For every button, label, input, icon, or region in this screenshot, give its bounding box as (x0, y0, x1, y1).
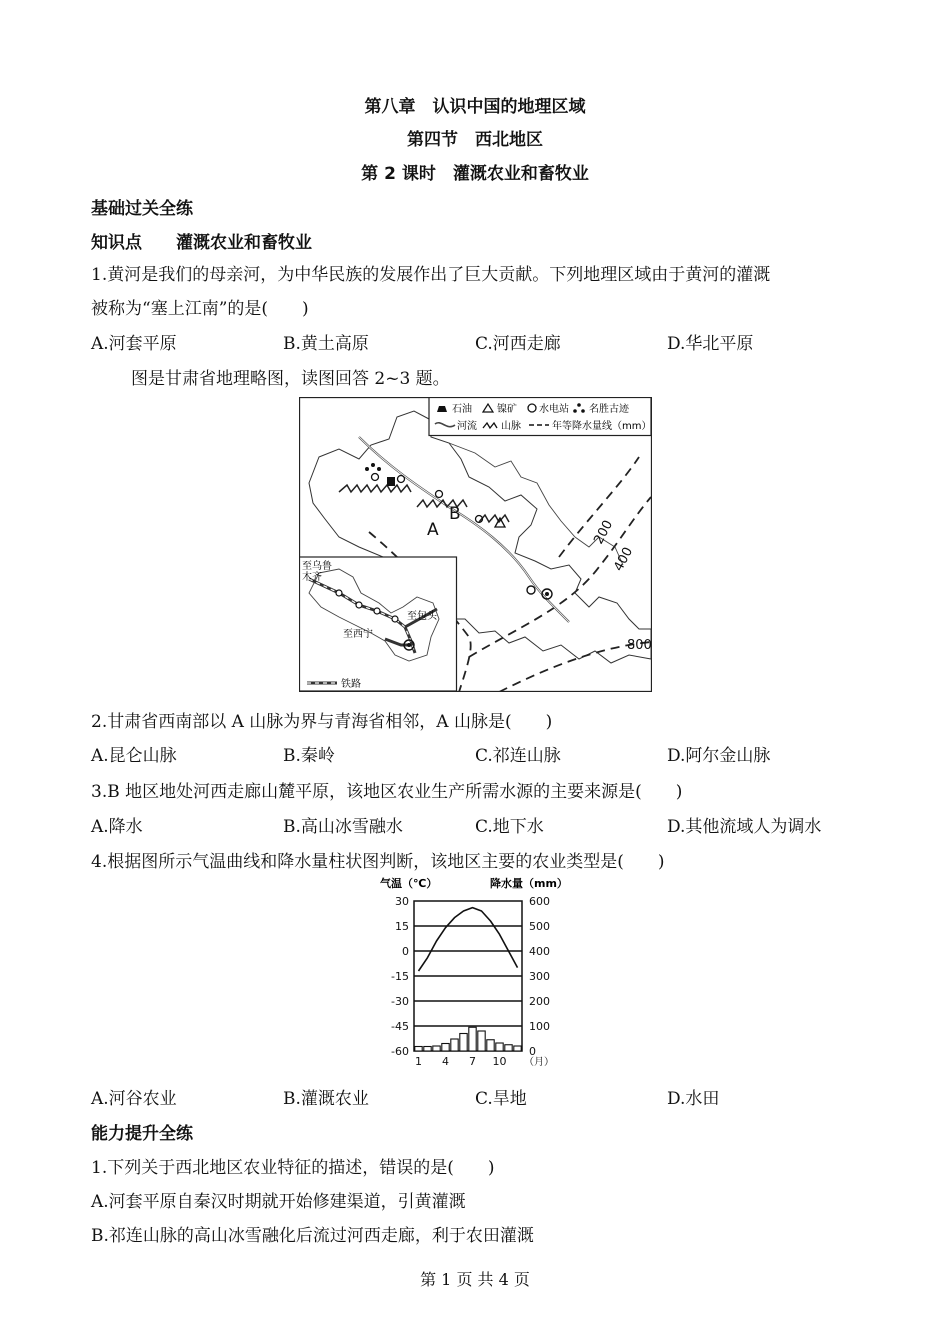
chart-y2-tick: 200 (529, 995, 550, 1008)
section-title: 第四节 西北地区 (407, 130, 543, 150)
q2-stem: 2.甘肃省西南部以 A 山脉为界与青海省相邻，A 山脉是( ) (91, 712, 553, 732)
chart-y2-tick: 500 (529, 920, 550, 933)
legend-isohyet: 年等降水量线（mm） (552, 421, 652, 432)
gansu-map (299, 397, 652, 692)
q3-option-c: C.地下水 (475, 817, 544, 837)
chart-x-tick: 4 (442, 1055, 449, 1068)
basic-heading: 基础过关全练 (91, 199, 193, 219)
precip-bar (415, 1047, 422, 1052)
ability-heading: 能力提升全练 (91, 1124, 193, 1144)
legend-sites: 名胜古迹 (589, 404, 629, 415)
q1-option-c: C.河西走廊 (475, 334, 561, 354)
chart-y2-tick: 600 (529, 895, 550, 908)
q4-option-c: C.旱地 (475, 1089, 527, 1109)
chart-x-tick: 7 (469, 1055, 476, 1068)
legend-river: 河流 (457, 421, 477, 432)
precip-bar (424, 1047, 431, 1052)
inset-xining: 至西宁 (343, 629, 373, 640)
q2-option-b: B.秦岭 (283, 746, 335, 766)
q4-option-a: A.河谷农业 (91, 1089, 177, 1109)
precip-bar (487, 1040, 494, 1051)
map-intro: 图是甘肃省地理略图，读图回答 2~3 题。 (131, 369, 450, 389)
q3-option-a: A.降水 (91, 817, 143, 837)
map-label-a: A (427, 520, 439, 540)
ability-q1-stem: 1.下列关于西北地区农业特征的描述，错误的是( ) (91, 1158, 495, 1178)
chart-y-tick: -15 (391, 970, 409, 983)
isohyet-400: 400 (611, 544, 637, 574)
chart-x-tick: 10 (492, 1055, 507, 1068)
ability-q1-option-a: A.河套平原自秦汉时期就开始修建渠道，引黄灌溉 (91, 1192, 466, 1212)
chart-y-tick: -60 (391, 1045, 409, 1058)
precip-bar (496, 1043, 503, 1051)
q2-option-d: D.阿尔金山脉 (667, 746, 771, 766)
q1-stem-line1: 1.黄河是我们的母亲河，为中华民族的发展作出了巨大贡献。下列地理区域由于黄河的灌溉 (91, 265, 771, 285)
q1-option-d: D.华北平原 (667, 334, 754, 354)
precip-bar (505, 1045, 512, 1051)
temperature-curve (419, 908, 518, 971)
q2-option-a: A.昆仑山脉 (91, 746, 177, 766)
q4-stem: 4.根据图所示气温曲线和降水量柱状图判断，该地区主要的农业类型是( ) (91, 852, 665, 872)
chart-y2-tick: 300 (529, 970, 550, 983)
page-footer: 第 1 页 共 4 页 (420, 1270, 530, 1289)
precip-bar (451, 1039, 458, 1051)
chart-y-tick: -30 (391, 995, 409, 1008)
map-label-b: B (449, 504, 461, 524)
climate-chart (378, 874, 574, 1078)
isohyet-200: 200 (591, 517, 617, 547)
isohyet-800: 800 (627, 638, 652, 653)
inset-urumqi: 至乌鲁 木齐 (302, 561, 332, 583)
q4-option-d: D.水田 (667, 1089, 720, 1109)
q3-stem: 3.B 地区地处河西走廊山麓平原，该地区农业生产所需水源的主要来源是( ) (91, 782, 683, 802)
legend-nickel: 镍矿 (497, 404, 517, 415)
chart-y2label: 降水量（mm） (490, 877, 568, 890)
chart-y-tick: 30 (395, 895, 409, 908)
precip-bar (442, 1044, 449, 1052)
precip-bar (514, 1046, 521, 1051)
lesson-title: 第 2 课时 灌溉农业和畜牧业 (361, 164, 589, 184)
chart-ylabel: 气温（℃） (380, 877, 438, 890)
q3-option-b: B.高山冰雪融水 (283, 817, 403, 837)
knowledge-point: 知识点 灌溉农业和畜牧业 (91, 233, 312, 253)
precip-bar (469, 1027, 476, 1051)
chart-y2-tick: 100 (529, 1020, 550, 1033)
precip-bar (433, 1046, 440, 1051)
chart-x-tick: 1 (415, 1055, 422, 1068)
chapter-title: 第八章 认识中国的地理区域 (364, 97, 586, 117)
chart-y2-tick: 0 (529, 1045, 536, 1058)
inset-baotou: 至包头 (407, 611, 437, 622)
q2-option-c: C.祁连山脉 (475, 746, 561, 766)
q1-stem-line2: 被称为“塞上江南”的是( ) (91, 299, 309, 319)
chart-y-tick: 15 (395, 920, 409, 933)
q1-option-b: B.黄土高原 (283, 334, 369, 354)
precip-bar (460, 1034, 467, 1052)
q1-option-a: A.河套平原 (91, 334, 177, 354)
legend-hydro: 水电站 (539, 404, 569, 415)
precip-bar (478, 1031, 485, 1051)
q3-option-d: D.其他流域人为调水 (667, 817, 822, 837)
legend-mountain: 山脉 (501, 421, 521, 432)
chart-y2-tick: 400 (529, 945, 550, 958)
ability-q1-option-b: B.祁连山脉的高山冰雪融化后流过河西走廊，利于农田灌溉 (91, 1226, 534, 1246)
q4-option-b: B.灌溉农业 (283, 1089, 369, 1109)
chart-y-tick: -45 (391, 1020, 409, 1033)
legend-oil: 石油 (452, 404, 472, 415)
inset-railway: 铁路 (341, 679, 361, 690)
chart-xlabel: （月） (524, 1057, 554, 1068)
chart-y-tick: 0 (402, 945, 409, 958)
